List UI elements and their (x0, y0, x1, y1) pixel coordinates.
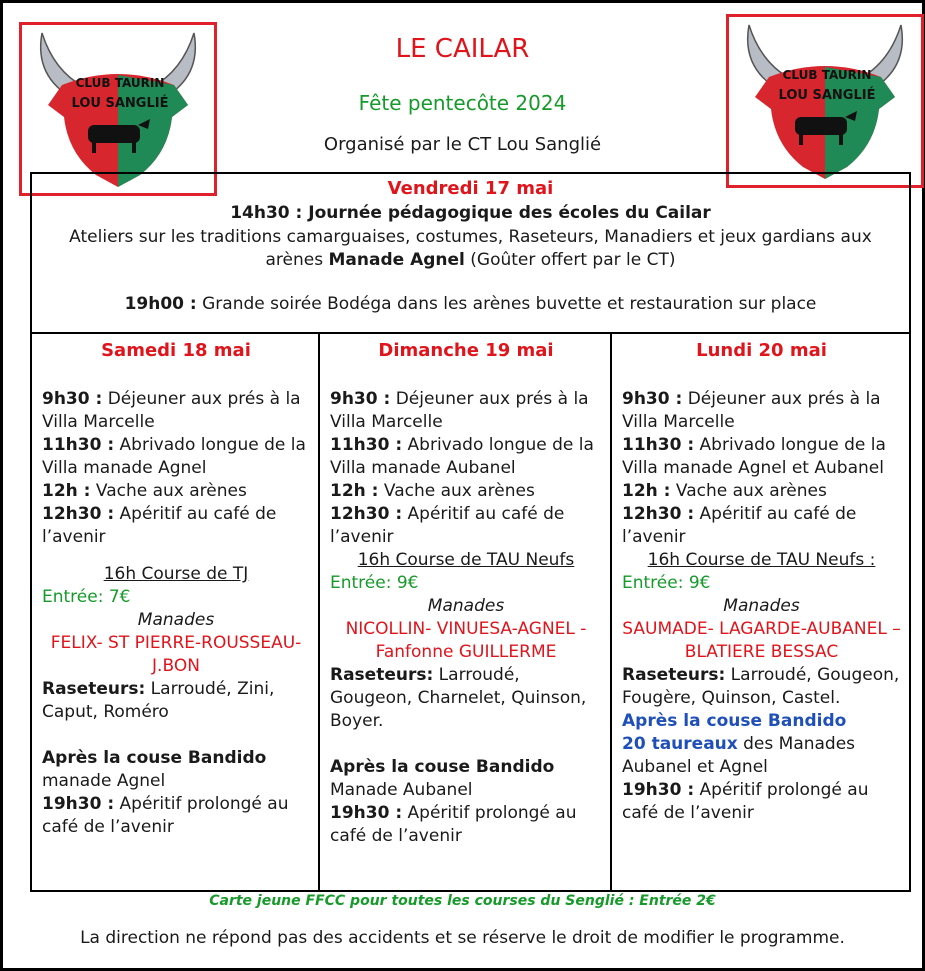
monday-title: Lundi 20 mai (696, 340, 827, 361)
schedule-item: 11h30 : Abrivado longue de la Villa manade Aubanel (330, 435, 594, 478)
weekend-schedule-grid (30, 332, 911, 892)
saturday-course: 16h Course de TJ (103, 564, 249, 584)
saturday-title: Samedi 18 mai (101, 340, 251, 361)
sunday-schedule (330, 388, 602, 549)
friday-title: Vendredi 17 mai (387, 178, 554, 199)
sunday-manades-heading: Manades (427, 596, 505, 616)
saturday-column (32, 334, 318, 890)
schedule-item: 12h30 : Apéritif au café de l’avenir (330, 504, 565, 547)
schedule-item: 9h30 : Déjeuner aux prés à la Villa Marcelle (330, 389, 589, 432)
club-logo-left (19, 22, 217, 196)
friday-line-1: 14h30 : Journée pédagogique des écoles du Cailar (230, 203, 711, 223)
svg-text:CLUB TAURIN: CLUB TAURIN (75, 76, 165, 90)
sunday-raseteurs: Raseteurs: Larroudé, Gougeon, Charnelet, Quinson, Boyer. (330, 665, 587, 731)
monday-manades-list: SAUMADE- LAGARDE-AUBANEL – BLATIERE BESSAC (622, 619, 901, 662)
sunday-course: 16h Course de TAU Neufs (357, 550, 575, 570)
svg-text:CLUB TAURIN: CLUB TAURIN (782, 68, 872, 82)
organizer-line: Organisé par le CT Lou Sanglié (323, 134, 602, 155)
svg-text:LOU SANGLIÉ: LOU SANGLIÉ (71, 96, 169, 111)
schedule-item: 11h30 : Abrivado longue de la Villa manade Agnel et Aubanel (622, 435, 886, 478)
saturday-manades-list: FELIX- ST PIERRE-ROUSSEAU- J.BON (50, 633, 302, 676)
schedule-item: 12h : Vache aux arènes (42, 481, 247, 501)
saturday-entry-price: Entrée: 7€ (42, 587, 131, 607)
saturday-schedule (42, 388, 310, 549)
sunday-aperitif: 19h30 : Apéritif prolongé au café de l’avenir (330, 803, 577, 846)
disclaimer-note: La direction ne répond pas des accidents et se réserve le droit de modifier le programme. (80, 928, 845, 948)
schedule-item: 11h30 : Abrivado longue de la Villa manade Agnel (42, 435, 306, 478)
monday-after-course: Après la couse Bandido (622, 711, 847, 731)
monday-schedule (622, 388, 901, 549)
monday-manades-heading: Manades (723, 596, 800, 616)
sunday-entry-price: Entrée: 9€ (330, 573, 419, 593)
monday-after-manade: 20 taureaux des Manades Aubanel et Agnel (622, 734, 856, 777)
saturday-after-manade: manade Agnel (42, 771, 166, 791)
schedule-item: 12h30 : Apéritif au café de l’avenir (42, 504, 277, 547)
sunday-manades-list: NICOLLIN- VINUESA-AGNEL - Fanfonne GUILLERME (345, 619, 587, 662)
saturday-raseteurs: Raseteurs: Larroudé, Zini, Caput, Roméro (42, 679, 275, 722)
sunday-title: Dimanche 19 mai (378, 340, 554, 361)
schedule-item: 9h30 : Déjeuner aux prés à la Villa Marcelle (622, 389, 881, 432)
saturday-aperitif: 19h30 : Apéritif prolongé au café de l’avenir (42, 794, 289, 837)
monday-raseteurs: Raseteurs: Larroudé, Gougeon, Fougère, Quinson, Castel. (622, 665, 900, 708)
friday-line-2: Ateliers sur les traditions camarguaises, costumes, Raseteurs, Manadiers et jeux gardians aux arènes Manade Agnel (Goûter offert par le CT) (69, 227, 872, 270)
monday-entry-price: Entrée: 9€ (622, 573, 711, 593)
monday-column (610, 334, 909, 890)
schedule-item: 12h30 : Apéritif au café de l’avenir (622, 504, 857, 547)
youth-card-note: Carte jeune FFCC pour toutes les courses du Senglié : Entrée 2€ (209, 893, 716, 909)
svg-text:LOU SANGLIÉ: LOU SANGLIÉ (778, 88, 876, 103)
bull-head-logo-icon (22, 25, 214, 193)
monday-course: 16h Course de TAU Neufs : (647, 550, 876, 570)
schedule-item: 12h : Vache aux arènes (330, 481, 535, 501)
sunday-column (318, 334, 610, 890)
event-subtitle: Fête pentecôte 2024 (358, 91, 567, 115)
sunday-after-manade: Manade Aubanel (330, 780, 473, 800)
page-title: LE CAILAR (395, 34, 530, 64)
club-logo-right (726, 14, 924, 188)
schedule-item: 9h30 : Déjeuner aux prés à la Villa Marcelle (42, 389, 301, 432)
friday-section (30, 172, 911, 334)
sunday-after-course: Après la couse Bandido (330, 757, 555, 777)
saturday-after-course: Après la couse Bandido (42, 748, 267, 768)
monday-aperitif: 19h30 : Apéritif prolongé au café de l’avenir (622, 780, 869, 823)
schedule-item: 12h : Vache aux arènes (622, 481, 827, 501)
bull-head-logo-icon (729, 17, 921, 185)
friday-line-3: 19h00 : Grande soirée Bodéga dans les arènes buvette et restauration sur place (124, 294, 817, 314)
saturday-manades-heading: Manades (137, 610, 215, 630)
